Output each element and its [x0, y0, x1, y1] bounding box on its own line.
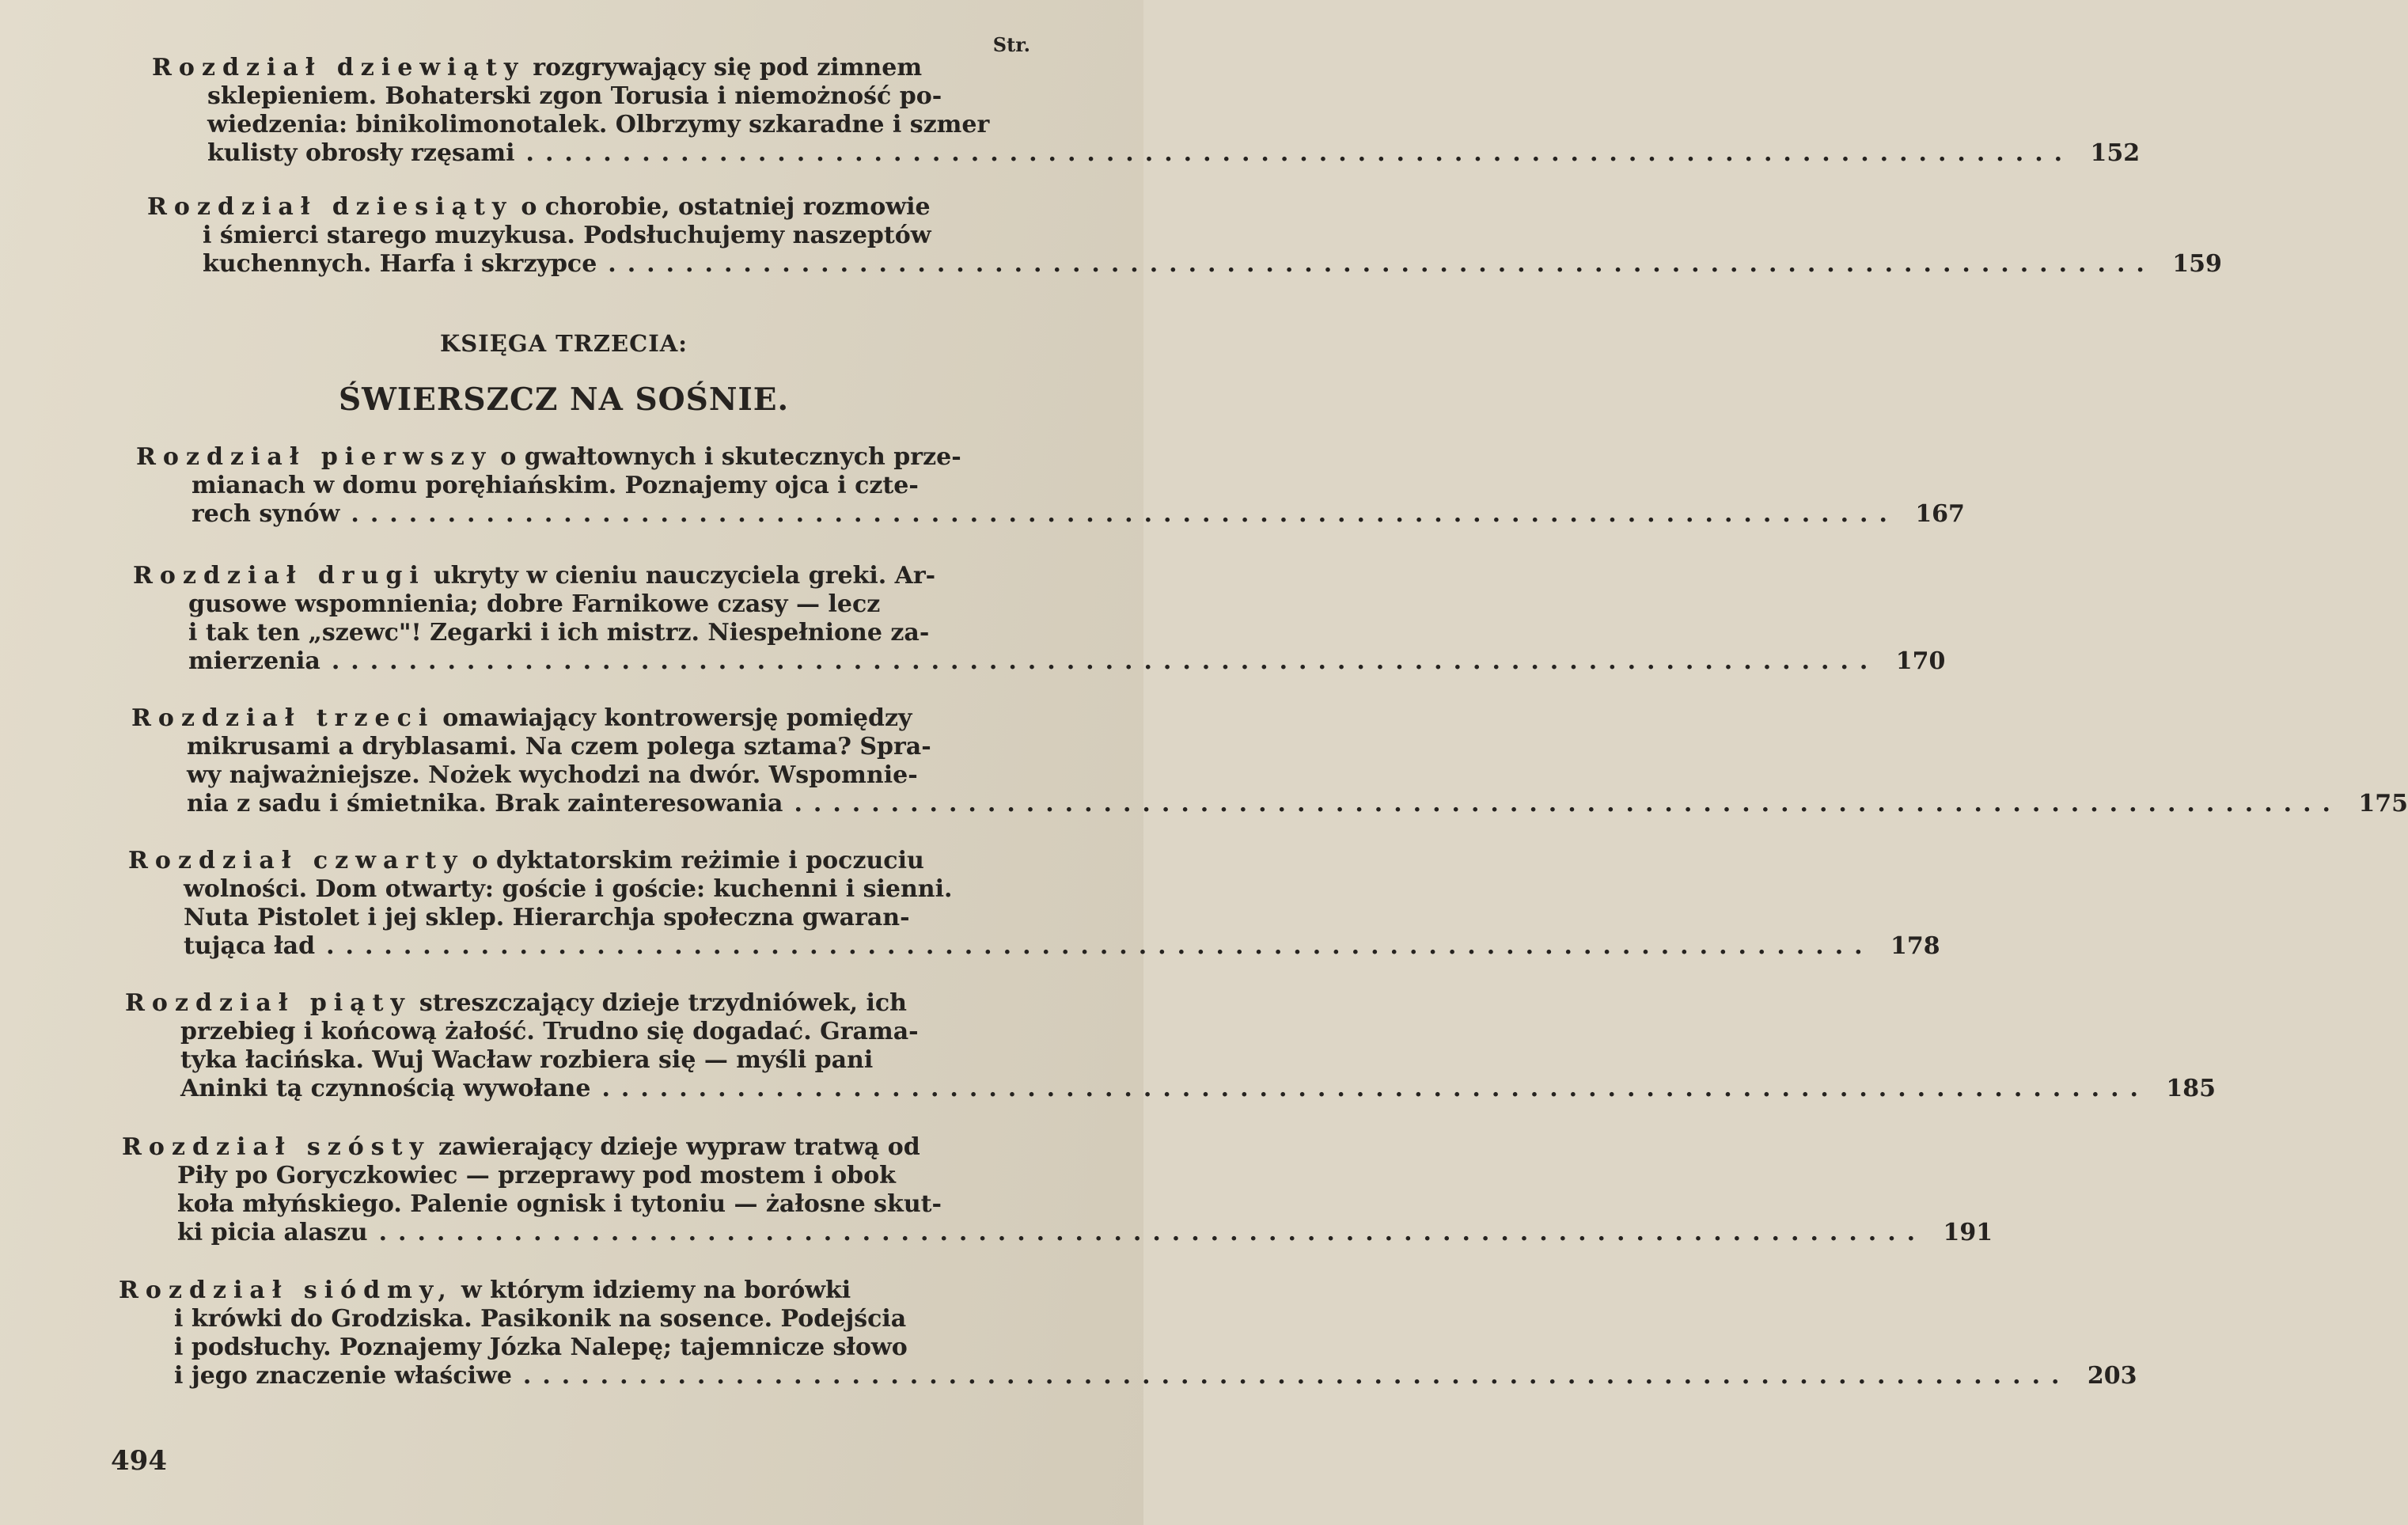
toc-entry: [133, 562, 1946, 676]
chapter-description: i śmierci starego muzykusa. Podsłuchujemy naszeptów: [203, 222, 931, 249]
toc-entry: [119, 1277, 2137, 1390]
dot-leader: ................................................................................: [331, 647, 1879, 675]
toc-last-line: [136, 500, 1965, 529]
chapter-page-number: 185: [2166, 1075, 2216, 1102]
chapter-description: zawierający dzieje wypraw tratwą od: [438, 1133, 920, 1161]
chapter-label: Rozdział dziewiąty: [152, 54, 525, 82]
chapter-description: gusowe wspomnienia; dobre Farnikowe czasy — lecz: [188, 590, 881, 618]
toc-line: [152, 111, 1022, 139]
toc-last-line: [131, 790, 2408, 818]
toc-entry: [136, 443, 1965, 529]
chapter-description: mianach w domu poręhiańskim. Poznajemy ojca i czte-: [192, 472, 919, 499]
dot-leader: ................................................................................: [522, 1362, 2071, 1390]
chapter-label: Rozdział piąty: [125, 989, 411, 1017]
chapter-description: Piły po Goryczkowiec — przeprawy pod mostem i obok: [177, 1162, 896, 1189]
chapter-description: kulisty obrosły rzęsami: [207, 139, 515, 167]
toc-line: [131, 733, 1002, 761]
chapter-description: i podsłuchy. Poznajemy Józka Nalepę; tajemnicze słowo: [174, 1333, 908, 1361]
chapter-description: tyka łacińska. Wuj Wacław rozbiera się — myśli pani: [180, 1046, 874, 1074]
book-heading: KSIĘGA TRZECIA:: [440, 330, 688, 357]
chapter-page-number: 191: [1943, 1219, 1993, 1246]
chapter-description: wy najważniejsze. Nożek wychodzi na dwór. Wspomnie-: [187, 761, 918, 789]
chapter-label: Rozdział trzeci: [131, 704, 435, 732]
chapter-description: mierzenia: [188, 647, 320, 675]
chapter-page-number: 167: [1915, 500, 1965, 528]
chapter-description: ki picia alaszu: [177, 1219, 368, 1246]
chapter-description: Nuta Pistolet i jej sklep. Hierarchja społeczna gwaran-: [184, 904, 910, 931]
chapter-page-number: 152: [2090, 139, 2141, 167]
toc-line: [128, 904, 999, 932]
dot-leader: ................................................................................: [601, 1075, 2149, 1102]
toc-line: [125, 1046, 995, 1075]
toc-line: [125, 989, 995, 1018]
chapter-description: o dyktatorskim reżimie i poczuciu: [472, 847, 924, 874]
chapter-description: w którym idziemy na borówki: [461, 1277, 851, 1304]
dot-leader: ................................................................................: [351, 500, 1898, 528]
chapter-label: Rozdział drugi: [133, 562, 426, 590]
chapter-description: Aninki tą czynnością wywołane: [180, 1075, 591, 1102]
toc-line: [128, 875, 999, 904]
chapter-description: nia z sadu i śmietnika. Brak zainteresowania: [187, 790, 783, 818]
toc-line: [136, 472, 1007, 500]
toc-line: [133, 590, 1003, 619]
chapter-label: Rozdział pierwszy: [136, 443, 493, 471]
chapter-page-number: 203: [2087, 1362, 2137, 1390]
chapter-description: streszczający dzieje trzydniówek, ich: [419, 989, 907, 1017]
toc-last-line: [119, 1362, 2137, 1390]
toc-line: [131, 704, 1002, 733]
chapter-description: rech synów: [192, 500, 340, 528]
chapter-description: mikrusami a dryblasami. Na czem polega sztama? Spra-: [187, 733, 931, 761]
toc-line: [119, 1277, 989, 1305]
chapter-page-number: 159: [2172, 250, 2222, 278]
chapter-description: tująca ład: [184, 932, 316, 960]
toc-last-line: [147, 250, 2222, 279]
toc-line: [122, 1190, 992, 1219]
chapter-label: Rozdział szósty: [122, 1133, 430, 1161]
chapter-description: sklepieniem. Bohaterski zgon Torusia i niemożność po-: [207, 82, 942, 110]
chapter-description: i krówki do Grodziska. Pasikonik na sosence. Podejścia: [174, 1305, 907, 1333]
chapter-description: ukryty w cieniu nauczyciela greki. Ar-: [433, 562, 936, 590]
chapter-description: i jego znaczenie właściwe: [174, 1362, 512, 1390]
chapter-description: koła młyńskiego. Palenie ognisk i tytoniu — żałosne skut-: [177, 1190, 942, 1218]
chapter-description: i tak ten „szewc"! Zegarki i ich mistrz. Niespełnione za-: [188, 619, 930, 647]
dot-leader: ................................................................................: [378, 1219, 1927, 1246]
chapter-description: o chorobie, ostatniej rozmowie: [521, 193, 931, 221]
toc-line: [125, 1018, 995, 1046]
toc-entry: [131, 704, 2408, 818]
toc-entry: [122, 1133, 1993, 1247]
chapter-description: wolności. Dom otwarty: goście i goście: kuchenni i sienni.: [184, 875, 953, 903]
toc-entry: [128, 847, 1940, 961]
toc-last-line: [122, 1219, 1993, 1247]
toc-line: [152, 54, 1022, 82]
chapter-label: Rozdział dziesiąty: [147, 193, 514, 221]
chapter-page-number: 170: [1895, 647, 1946, 675]
page-column-header: Str.: [992, 33, 1030, 56]
toc-line: [131, 761, 1002, 790]
toc-line: [119, 1305, 989, 1333]
toc-line: [128, 847, 999, 875]
toc-line: [136, 443, 1007, 472]
toc-line: [119, 1333, 989, 1362]
chapter-page-number: 175: [2358, 790, 2408, 818]
toc-line: [133, 562, 1003, 590]
chapter-description: omawiający kontrowersję pomiędzy: [442, 704, 912, 732]
toc-entry: [125, 989, 2216, 1103]
chapter-description: kuchennych. Harfa i skrzypce: [203, 250, 597, 278]
chapter-description: przebieg i końcową żałość. Trudno się dogadać. Grama-: [180, 1018, 919, 1045]
toc-entry: [152, 54, 2141, 168]
chapter-label: Rozdział czwarty: [128, 847, 465, 874]
chapter-label: Rozdział siódmy,: [119, 1277, 453, 1304]
page-number: 494: [111, 1445, 167, 1477]
chapter-description: rozgrywający się pod zimnem: [533, 54, 923, 82]
dot-leader: ................................................................................: [326, 932, 1874, 960]
dot-leader: ................................................................................: [608, 250, 2156, 278]
toc-last-line: [125, 1075, 2216, 1103]
toc-line: [152, 82, 1022, 111]
toc-last-line: [152, 139, 2141, 168]
chapter-page-number: 178: [1890, 932, 1940, 960]
chapter-description: o gwałtownych i skutecznych prze-: [500, 443, 961, 471]
toc-line: [147, 193, 1018, 222]
book-subtitle: ŚWIERSZCZ NA SOŚNIE.: [338, 381, 790, 418]
chapter-description: wiedzenia: binikolimonotalek. Olbrzymy szkaradne i szmer: [207, 111, 990, 138]
toc-last-line: [133, 647, 1946, 676]
toc-line: [133, 619, 1003, 647]
dot-leader: ................................................................................: [794, 790, 2342, 818]
dot-leader: ................................................................................: [525, 139, 2074, 167]
toc-entry: [147, 193, 2222, 279]
toc-line: [122, 1133, 992, 1162]
toc-line: [122, 1162, 992, 1190]
toc-line: [147, 222, 1018, 250]
toc-last-line: [128, 932, 1940, 961]
